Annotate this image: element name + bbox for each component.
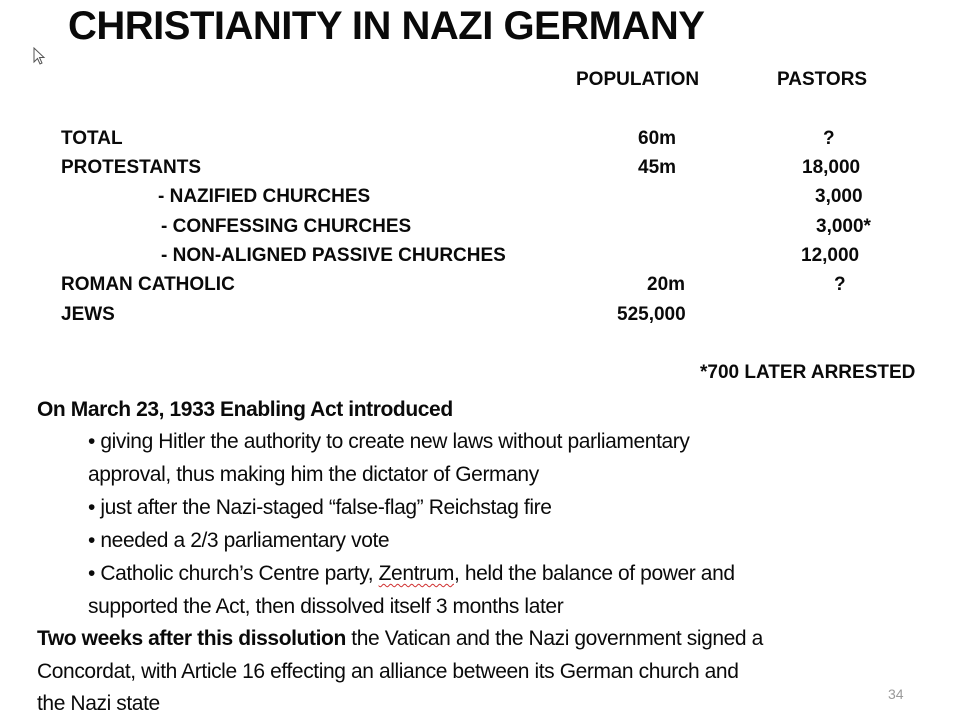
closing-line-3: the Nazi state [37,692,160,715]
population-roman-catholic: 20m [647,274,686,295]
pastors-total: ? [823,128,835,149]
pastors-non-aligned-churches: 12,000 [801,245,860,266]
zentrum-spellcheck-word: Zentrum [378,562,454,585]
row-label-protestants: PROTESTANTS [61,157,202,178]
population-protestants: 45m [638,157,677,178]
bullet-2: • just after the Nazi-staged “false-flag” Reichstag fire [88,496,552,519]
bullet-icon: • [88,529,95,552]
slide-title: CHRISTIANITY IN NAZI GERMANY [68,4,705,48]
bullet-1-line-2: approval, thus making him the dictator of Germany [88,463,539,486]
pastors-confessing-churches: 3,000* [816,216,871,237]
bullet-4-line-1: • Catholic church’s Centre party, Zentrum, held the balance of power and [88,562,735,585]
bullet-1-line-1: • giving Hitler the authority to create new laws without parliamentary [88,430,690,453]
closing-line-2: Concordat, with Article 16 effecting an alliance between its German church and [37,660,739,683]
column-header-population: POPULATION [576,69,700,90]
row-label-non-aligned-churches: - NON-ALIGNED PASSIVE CHURCHES [161,245,506,266]
row-label-nazified-churches: - NAZIFIED CHURCHES [158,186,371,207]
row-label-jews: JEWS [61,304,115,325]
bullet-3: • needed a 2/3 parliamentary vote [88,529,390,552]
row-label-total: TOTAL [61,128,123,149]
population-total: 60m [638,128,677,149]
footnote-arrested: *700 LATER ARRESTED [700,362,916,383]
column-header-pastors: PASTORS [777,69,868,90]
bullet-icon: • [88,430,95,453]
pastors-protestants: 18,000 [802,157,861,178]
mouse-pointer-icon [33,47,47,67]
pastors-nazified-churches: 3,000 [815,186,863,207]
enabling-act-heading: On March 23, 1933 Enabling Act introduced [37,398,453,421]
bullet-icon: • [88,496,95,519]
closing-line-1: Two weeks after this dissolution the Vatican and the Nazi government signed a [37,627,763,650]
row-label-roman-catholic: ROMAN CATHOLIC [61,274,235,295]
bullet-4-line-2: supported the Act, then dissolved itself 3 months later [88,595,564,618]
slide-number: 34 [888,686,904,702]
bullet-icon: • [88,562,95,585]
pastors-roman-catholic: ? [834,274,846,295]
population-jews: 525,000 [617,304,686,325]
row-label-confessing-churches: - CONFESSING CHURCHES [161,216,412,237]
